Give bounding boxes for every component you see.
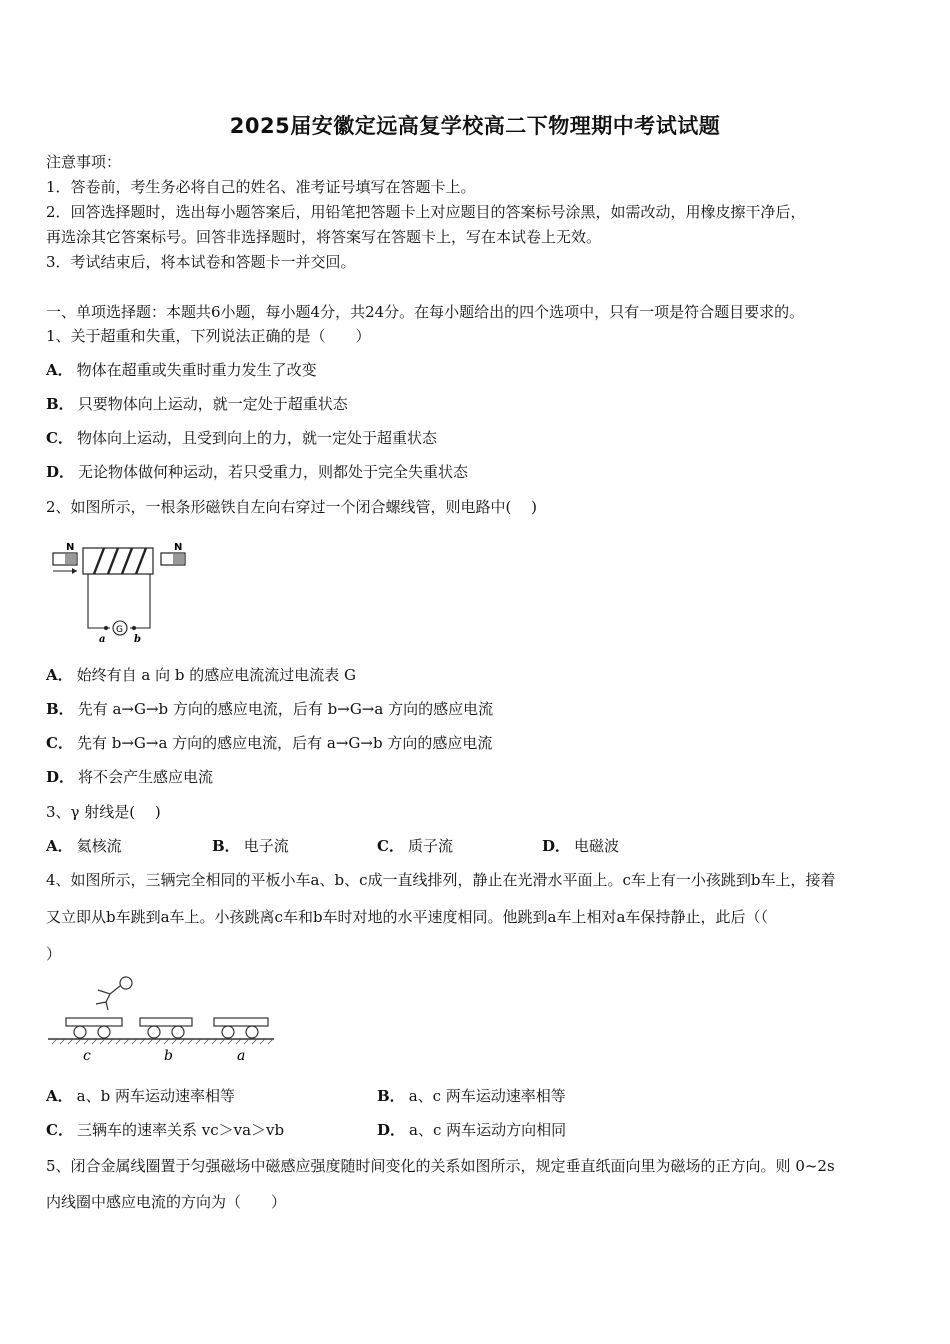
q3-option-a: A． 氦核流 [46,837,122,855]
cart-c [66,1018,122,1038]
left-magnet [53,542,77,574]
q3-option-b: B． 电子流 [212,837,289,855]
cart-a-label: a [237,1048,246,1064]
point-a-label: a [99,634,106,645]
magnet-left-label: N [66,542,75,553]
galvanometer-label: G [116,625,123,635]
cart-c-label: c [83,1048,91,1064]
q4-stem-line-3: ） [46,945,62,963]
q4-option-c: C． 三辆车的速率关系 vc＞va＞vb [46,1121,285,1139]
q4-stem-line-1: 4、如图所示，三辆完全相同的平板小车a、b、c成一直线排列，静止在光滑水平面上。c车上有一小孩跳到b车上，接着 [46,871,836,889]
q1-option-b: B． 只要物体向上运动，就一定处于超重状态 [46,395,348,413]
q2-option-c: C． 先有 b→G→a 方向的感应电流，后有 a→G→b 方向的感应电流 [46,734,493,752]
q1-option-c: C． 物体向上运动，且受到向上的力，就一定处于超重状态 [46,429,437,447]
right-magnet [161,542,185,565]
circuit-wire [88,574,150,628]
q2-option-a: A． 始终有自 a 向 b 的感应电流流过电流表 G [46,666,357,684]
q1-option-a: A． 物体在超重或失重时重力发生了改变 [46,361,317,379]
cart-b-label: b [164,1048,173,1064]
q4-option-d: D． a、c 两车运动方向相同 [377,1121,567,1139]
ground-hatch [52,1039,273,1044]
carts-figure [46,974,276,1066]
child-figure [96,977,132,1010]
cart-a [214,1018,268,1038]
q3-option-c: C． 质子流 [377,837,453,855]
section-heading: 一、单项选择题：本题共6小题，每小题4分，共24分。在每小题给出的四个选项中，只有一项是符合题目要求的。 [46,303,805,321]
solenoid-figure [50,538,195,648]
notice-item-2: 2．回答选择题时，选出每小题答案后，用铅笔把答题卡上对应题目的答案标号涂黑，如需改动，用橡皮擦干净后， [46,203,806,221]
q3-stem: 3、γ 射线是( ) [46,803,161,821]
notice-item-1: 1．答卷前，考生务必将自己的姓名、准考证号填写在答题卡上。 [46,178,476,196]
q2-stem: 2、如图所示，一根条形磁铁自左向右穿过一个闭合螺线管，则电路中( ) [46,498,538,516]
point-b-label: b [134,634,141,645]
notice-item-3: 3．考试结束后，将本试卷和答题卡一并交回。 [46,253,356,271]
q1-stem: 1、关于超重和失重，下列说法正确的是（ ） [46,327,371,345]
q3-option-d: D． 电磁波 [542,837,620,855]
q5-stem-line-1: 5、闭合金属线圈置于匀强磁场中磁感应强度随时间变化的关系如图所示，规定垂直纸面向里为磁场的正方向。则 0~2s [46,1157,835,1175]
q5-stem-line-2: 内线圈中感应电流的方向为（ ） [46,1193,287,1211]
cart-b [140,1018,192,1038]
q4-stem-line-2: 又立即从b车跳到a车上。小孩跳离c车和b车时对地的水平速度相同。他跳到a车上相对a车保持静止，此后（（ [46,908,768,926]
magnet-right-label: N [174,542,183,553]
q2-option-b: B． 先有 a→G→b 方向的感应电流，后有 b→G→a 方向的感应电流 [46,700,494,718]
q2-option-d: D． 将不会产生感应电流 [46,768,214,786]
q1-option-d: D． 无论物体做何种运动，若只受重力，则都处于完全失重状态 [46,463,469,481]
q4-option-a: A． a、b 两车运动速率相等 [46,1087,235,1105]
notice-heading: 注意事项： [46,153,122,171]
notice-item-2-cont: 再选涂其它答案标号。回答非选择题时，将答案写在答题卡上，写在本试卷上无效。 [46,228,602,246]
solenoid-coil [83,548,153,574]
page-title: 2025届安徽定远高复学校高二下物理期中考试试题 [229,114,721,138]
q4-option-b: B． a、c 两车运动速率相等 [377,1087,566,1105]
